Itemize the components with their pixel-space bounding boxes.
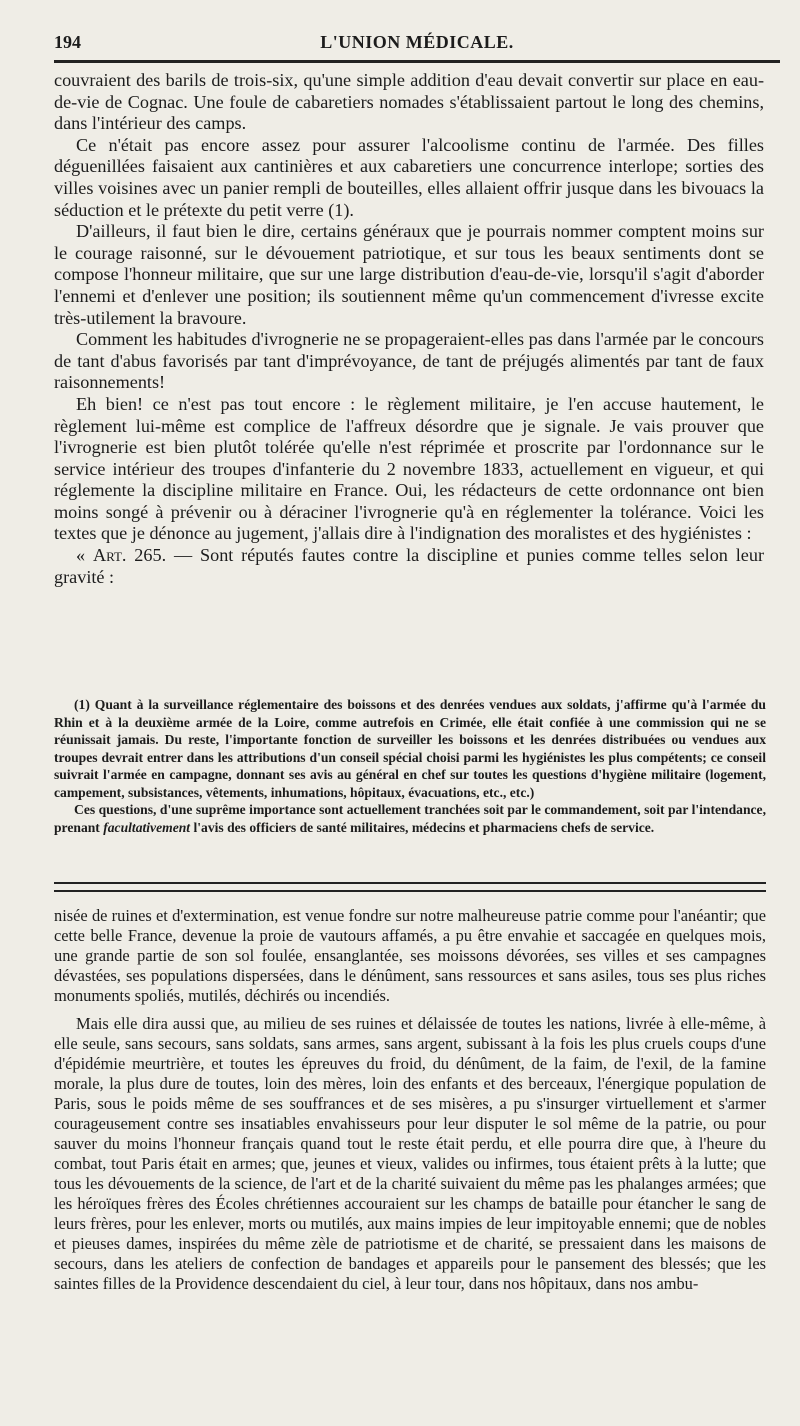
paragraph: couvraient des barils de trois-six, qu'une simple addition d'eau devait convertir sur place en eau-de-vie de Cognac. Une foule de cabaretiers nomades s'établissaient partout le long des chemins, dans l'intérieur des camps.	[54, 70, 764, 134]
footnotes	[54, 696, 766, 836]
page-number: 194	[54, 32, 81, 52]
paragraph: Mais elle dira aussi que, au milieu de ses ruines et délaissée de toutes les nations, livrée à elle-même, à elle seule, sans secours, sans soldats, sans armes, sans argent, subissant à la fois les plus cruels coups d'une d'épidémie meurtrière, et toutes les épreuves du froid, du dénûment, de la faim, de l'exil, de la famine morale, la plus dure de toutes, loin des mères, loin des enfants et des berceaux, l'énergique population de Paris, sous le poids même de ses souffrances et de ses misères, a pu s'insurger virtuellement et s'armer courageusement contre ses insatiables envahisseurs pour leur disputer le sol même de la patrie, ou pour sauver du moins l'honneur français quand tout le reste était perdu, et elle pourra dire que, à l'heure du combat, tout Paris était en armes; que, jeunes et vieux, valides ou infirmes, tous étaient prêts à la lutte; que tous les dévouements de la science, de l'art et de la charité suivaient du même pas les phalanges armées; que les héroïques frères des Écoles chrétiennes accouraient sur les champs de bataille pour étancher le sang de leurs frères, pour les enlever, morts ou mutilés, aux mains impies de leur impitoyable ennemi; que de nobles et pieuses dames, inspirées du même zèle de patriotisme et de charité, se pressaient dans les maisons de secours, dans les ateliers de confection de bandages et appareils pour le pansement des blessés; que les saintes filles de la Providence descendaient du ciel, à leur tour, dans nos hôpitaux, dans nos ambu-	[54, 1014, 766, 1293]
main-article	[54, 70, 764, 588]
footnote: (1) Quant à la surveillance réglementaire des boissons et des denrées vendues aux soldats, j'affirme qu'à l'armée du Rhin et à la deuxième armée de la Loire, comme autrefois en Crimée, elle était confiée à une commission qui ne se réunissait jamais. Du reste, l'importante fonction de surveiller les boissons et les denrées distribuées ou vendues aux troupes devrait entrer dans les attributions d'un conseil spécial choisi parmi les hygiénistes les plus compétents; ce conseil suivrait l'armée en campagne, donnant ses avis au général en chef sur toutes les questions d'hygiène militaire (logement, campement, subsistances, vêtements, inhumations, hôpitaux, évacuations, etc., etc.)	[54, 697, 766, 800]
footnote-text: Ces questions, d'une suprême importance sont actuellement tranchées soit par le commandement, soit par l'intendance, prenant	[54, 802, 766, 835]
paragraph: Ce n'était pas encore assez pour assurer l'alcoolisme continu de l'armée. Des filles déguenillées faisaient aux cantinières et aux cabaretiers une concurrence interlope; sorties des villes voisines avec un panier rempli de bouteilles, elles allaient offrir jusque dans les bivouacs la séduction et le prétexte du petit verre (1).	[54, 134, 764, 220]
footnote	[54, 801, 766, 836]
paragraph: nisée de ruines et d'extermination, est venue fondre sur notre malheureuse patrie comme pour l'anéantir; que cette belle France, devenue la proie de vautours affamés, a pu être envahie et saccagée en quelques mois, une grande partie de son sol foulée, ensanglantée, ses moissons dévorées, ses villes et ses campagnes dévastées, ses populations dispersées, dans le dénûment, sans ressources et sans asiles, tous ses plus riches monuments spoliés, mutilés, déchirés ou incendiés.	[54, 906, 766, 1005]
journal-title: L'UNION MÉDICALE.	[320, 32, 514, 52]
article-quote	[54, 545, 764, 588]
feuilleton-rule	[54, 882, 766, 892]
header-rule	[54, 60, 780, 63]
feuilleton-section	[54, 906, 766, 1294]
paragraph: Eh bien! ce n'est pas tout encore : le règlement militaire, je l'en accuse hautement, le règlement lui-même est complice de l'affreux désordre que je signale. Je vais prouver que l'ivrognerie est bien plutôt tolérée qu'elle n'est réprimée et proscrite par l'ordonnance sur le service intérieur des troupes d'infanterie du 2 novembre 1833, actuellement en vigueur, et qui réglemente la discipline militaire en France. Oui, les rédacteurs de cette ordonnance ont bien moins songé à prévenir ou à déraciner l'ivrognerie qu'à en réglementer la tolérance. Voici les textes que je dénonce au jugement, j'allais dire à l'indignation des moralistes et des hygiénistes :	[54, 393, 764, 544]
quote-mark: «	[76, 545, 93, 566]
page-header	[54, 30, 780, 60]
article-label: Art.	[92, 545, 127, 566]
paragraph: Comment les habitudes d'ivrognerie ne se propageraient-elles pas dans l'armée par le concours de tant d'abus favorisés par tant d'imprévoyance, de tant de préjugés alimentés par tant de faux raisonnements!	[54, 329, 764, 393]
paragraph: D'ailleurs, il faut bien le dire, certains généraux que je pourrais nommer comptent moins sur le courage raisonné, sur le dévouement patriotique, et sur tous les beaux sentiments dont se compose l'honneur militaire, que sur une large distribution d'eau-de-vie, lorsqu'il s'agit d'aborder l'ennemi et d'enlever une position; ils soutiennent même qu'un commencement d'ivresse excite très-utilement la bravoure.	[54, 221, 764, 328]
footnote-text: l'avis des officiers de santé militaires, médecins et pharmaciens chefs de service.	[190, 819, 655, 835]
article-text: 265. — Sont réputés fautes contre la discipline et punies comme telles selon leur gravité :	[54, 545, 764, 587]
footnote-emphasis: facultativement	[103, 819, 191, 835]
